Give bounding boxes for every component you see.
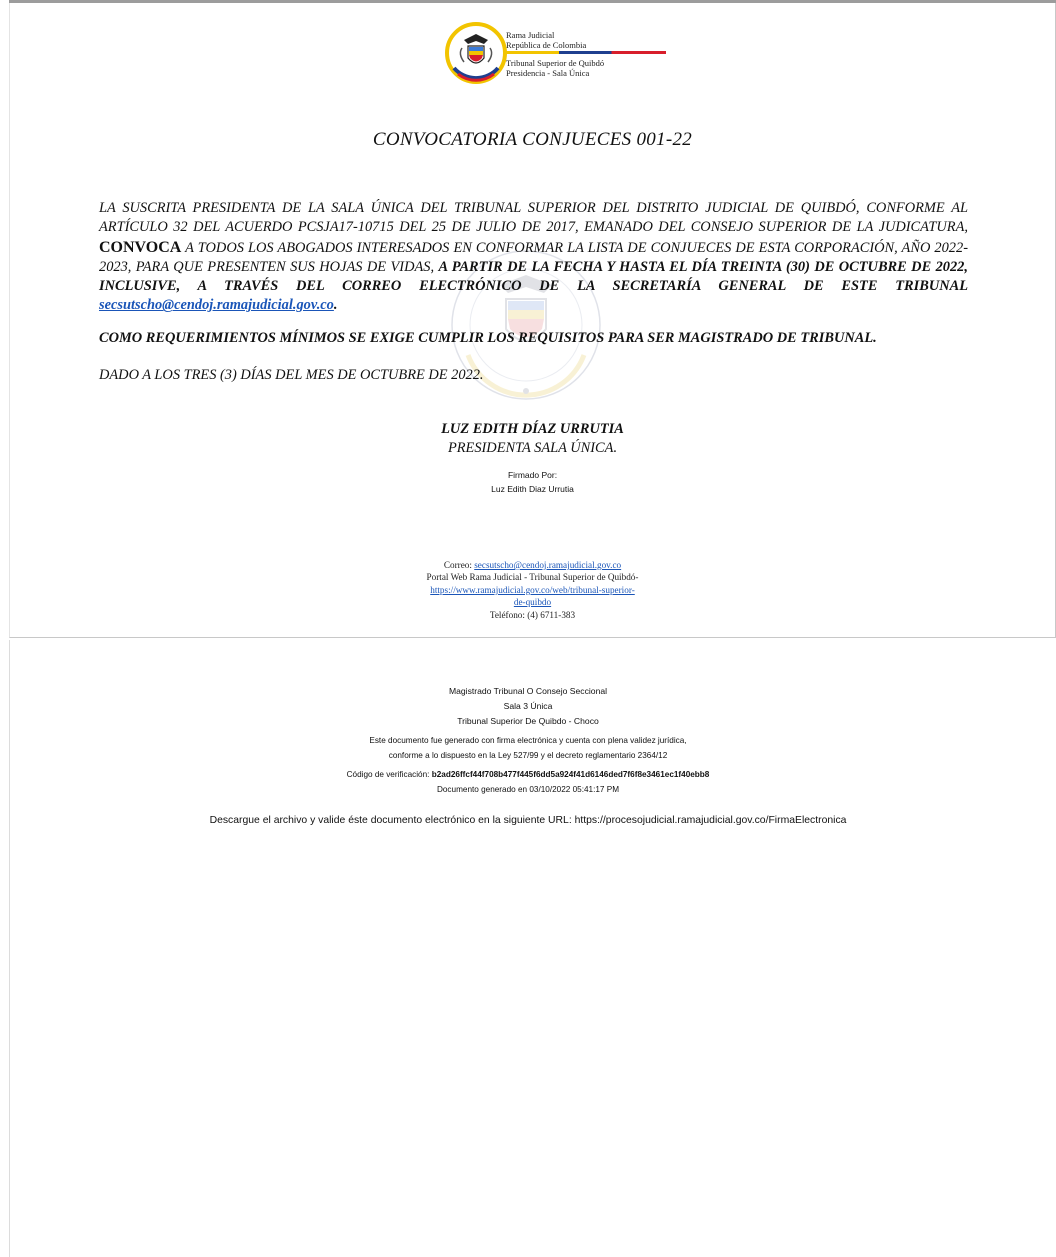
signer-name: LUZ EDITH DÍAZ URRUTIA [441, 421, 624, 437]
document-page [9, 3, 1056, 638]
signer-role: PRESIDENTA SALA ÚNICA. [447, 440, 618, 456]
colombia-coat-of-arms-seal-icon [444, 20, 508, 88]
contact-email-label: Correo: [443, 560, 472, 570]
signed-by-name: Luz Edith Diaz Urrutia [491, 484, 574, 494]
contact-portal-link-part1[interactable]: https://www.ramajudicial.gov.co/web/tribunal-superior- [430, 584, 635, 595]
verification-code-label: Código de verificación: [346, 770, 430, 779]
verification-code-line [0, 770, 1056, 779]
signed-by-label: Firmado Por: [507, 470, 558, 480]
requirements-statement: COMO REQUERIMIENTOS MÍNIMOS SE EXIGE CUMPLIR LOS REQUISITOS PARA SER MAGISTRADO DE TRIBUNAL. [99, 330, 877, 346]
header-line-rama-judicial: Rama Judicial [506, 30, 555, 40]
contact-phone: Teléfono: (4) 6711-383 [489, 609, 576, 620]
header-line-tribunal: Tribunal Superior de Quibdó [506, 58, 605, 68]
verification-download-url: Descargue el archivo y valide éste documento electrónico en la siguiente URL: https://procesojudicial.ramajudicial.gov.co/FirmaElectronica [209, 815, 847, 826]
paragraph-middle-text: A TODOS LOS ABOGADOS INTERESADOS EN CONFORMAR LA LISTA DE CONJUECES DE ESTA CORPORACIÓN, AÑO 2022-2023, PARA QUE PRESENTEN SUS HOJAS DE VIDAS, [99, 239, 968, 275]
paragraph-intro-text: LA SUSCRITA PRESIDENTA DE LA SALA ÚNICA DEL TRIBUNAL SUPERIOR DEL DISTRITO JUDICIAL DE QUIBDÓ, CONFORME AL ARTÍCULO 32 DEL ACUERDO PCSJA17-10715 DEL 25 DE JULIO DE 2017, EMANADO DEL CONSEJO SUPERIOR DE LA JUDICATURA, [99, 200, 968, 236]
contact-block [10, 559, 1055, 621]
verification-code: b2ad26ffcf44f708b477f445f6dd5a924f41d6146ded7f6f8e3461ec1f40ebb8 [431, 770, 710, 779]
header-line-presidencia: Presidencia - Sala Única [506, 68, 590, 78]
verification-legal-line-1: Este documento fue generado con firma electrónica y cuenta con plena validez jurídica, [369, 736, 687, 745]
verification-role: Magistrado Tribunal O Consejo Seccional [448, 686, 608, 696]
verification-court: Tribunal Superior De Quibdo - Choco [457, 716, 599, 726]
convocation-paragraph: LA SUSCRITA PRESIDENTA DE LA SALA ÚNICA DEL TRIBUNAL SUPERIOR DEL DISTRITO JUDICIAL DE QUIBDÓ, CONFORME AL ARTÍCULO 32 DEL ACUERDO PCSJA17-10715 DEL 25 DE JULIO DE 2017, EMANADO DEL CONSEJO SUPERIOR DE LA JUDICATURA, CONVOCA A TODOS LOS ABOGADOS INTERESADOS EN CONFORMAR LA LISTA DE CONJUECES DE ESTA CORPORACIÓN, AÑO 2022-2023, PARA QUE PRESENTEN SUS HOJAS DE VIDAS, A PARTIR DE LA FECHA Y HASTA EL DÍA TREINTA (30) DE OCTUBRE DE 2022, INCLUSIVE, A TRAVÉS DEL CORREO ELECTRÓNICO DE LA SECRETARÍA GENERAL DE ESTE TRIBUNAL secsutscho@cendoj.ramajudicial.gov.co. [99, 200, 968, 314]
paragraph-deadline-text: A PARTIR DE LA FECHA Y HASTA EL DÍA TREINTA (30) DE OCTUBRE DE 2022, INCLUSIVE, A TRAVÉS DEL CORREO ELECTRÓNICO DE LA SECRETARÍA GENERAL DE ESTE TRIBUNAL [99, 258, 968, 295]
verification-sala: Sala 3 Única [503, 701, 553, 711]
verification-legal-line-2: conforme a lo dispuesto en la Ley 527/99 y el decreto reglamentario 2364/12 [388, 751, 668, 760]
verification-generated-date: Documento generado en 03/10/2022 05:41:17 PM [436, 785, 620, 794]
document-title: CONVOCATORIA CONJUECES 001-22 [372, 129, 693, 150]
viewer-left-edge [0, 640, 10, 1257]
secretaria-email-link[interactable]: secsutscho@cendoj.ramajudicial.gov.co [99, 297, 334, 314]
contact-email-line [10, 559, 1055, 571]
contact-portal-link-part2[interactable]: de-quibdo [513, 597, 552, 608]
convoca-word: CONVOCA [99, 238, 182, 256]
header-line-republica: República de Colombia [506, 40, 587, 50]
dated-statement: DADO A LOS TRES (3) DÍAS DEL MES DE OCTUBRE DE 2022. [99, 367, 484, 383]
header-tricolor-rule [506, 51, 666, 54]
contact-email-link[interactable]: secsutscho@cendoj.ramajudicial.gov.co [474, 560, 622, 570]
contact-portal-label: Portal Web Rama Judicial - Tribunal Superior de Quibdó- [426, 572, 639, 583]
